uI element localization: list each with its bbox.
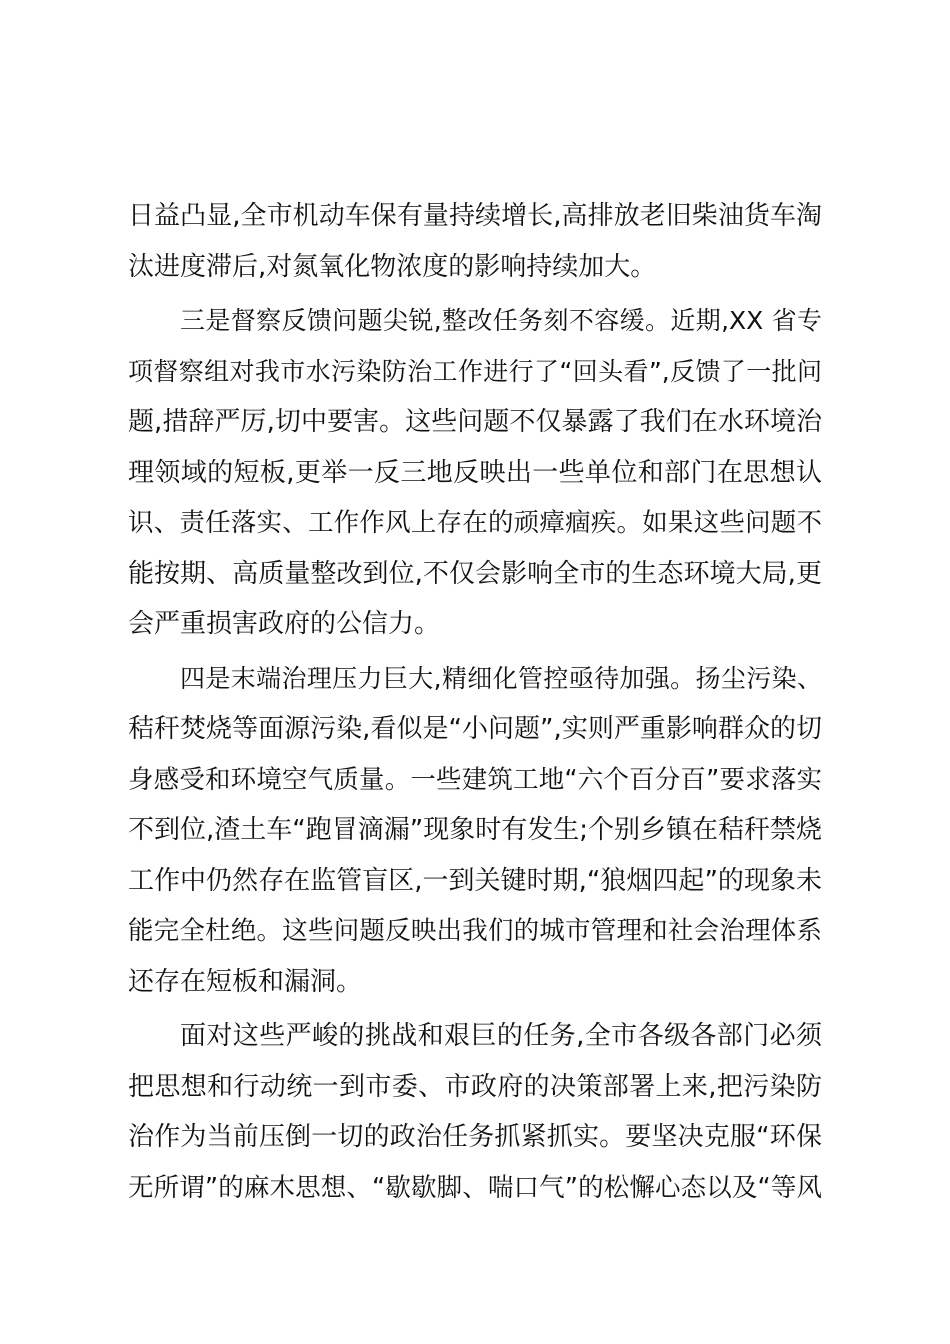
text-line: 秸秆焚烧等面源污染,看似是“小问题”,实则严重影响群众的切 — [128, 714, 822, 744]
text-line: 把思想和行动统一到市委、市政府的决策部署上来,把污染防 — [128, 1071, 822, 1102]
text-line: 能按期、高质量整改到位,不仅会影响全市的生态环境大局,更 — [128, 558, 822, 589]
text-line: 能完全杜绝。这些问题反映出我们的城市管理和社会治理体系 — [128, 916, 822, 946]
text-line: 汰进度滞后,对氮氧化物浓度的影响持续加大。 — [128, 251, 657, 282]
text-line: 还存在短板和漏洞。 — [128, 966, 363, 997]
paragraph-4 — [128, 1011, 822, 1213]
text-line: 四是末端治理压力巨大,精细化管控亟待加强。扬尘污染、 — [180, 663, 822, 693]
text-line: 不到位,渣土车“跑冒滴漏”现象时有发生;个别乡镇在秸秆禁烧 — [128, 815, 822, 845]
text-line: 题,措辞严厉,切中要害。这些问题不仅暴露了我们在水环境治 — [128, 407, 822, 437]
paragraph-1 — [128, 191, 822, 292]
text-line: 项督察组对我市水污染防治工作进行了“回头看”,反馈了一批问 — [128, 356, 822, 386]
text-line: 理领域的短板,更举一反三地反映出一些单位和部门在思想认 — [128, 457, 822, 488]
text-line: 识、责任落实、工作作风上存在的顽瘴痼疾。如果这些问题不 — [128, 508, 822, 538]
paragraph-2 — [128, 296, 822, 650]
text-line: 三是督察反馈问题尖锐,整改任务刻不容缓。近期,XX 省专 — [180, 306, 822, 335]
paragraph-3 — [128, 654, 822, 1008]
text-line: 无所谓”的麻木思想、“歇歇脚、喘口气”的松懈心态以及“等风 — [128, 1172, 822, 1203]
text-line: 工作中仍然存在监管盲区,一到关键时期,“狼烟四起”的现象未 — [128, 865, 822, 896]
text-line: 会严重损害政府的公信力。 — [128, 609, 441, 639]
text-line: 面对这些严峻的挑战和艰巨的任务,全市各级各部门必须 — [180, 1021, 822, 1051]
document-body — [128, 191, 822, 1213]
text-line: 日益凸显,全市机动车保有量持续增长,高排放老旧柴油货车淘 — [128, 201, 822, 231]
text-line: 治作为当前压倒一切的政治任务抓紧抓实。要坚决克服“环保 — [128, 1122, 822, 1152]
text-line: 身感受和环境空气质量。一些建筑工地“六个百分百”要求落实 — [128, 764, 822, 795]
